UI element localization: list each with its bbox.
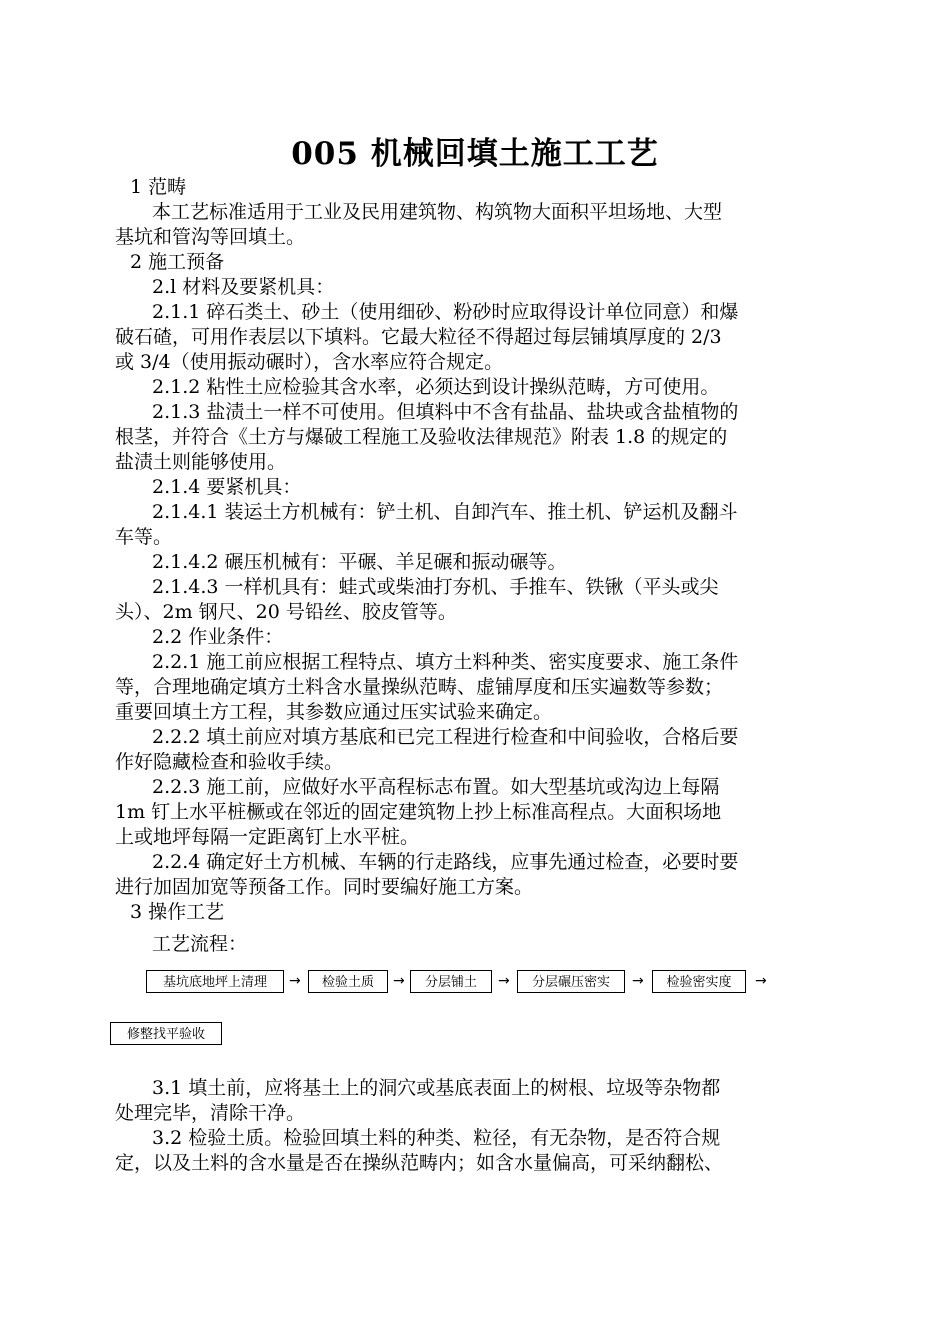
paragraph-line: 车等。: [115, 526, 173, 548]
paragraph-line: 作好隐藏检查和验收手续。: [115, 751, 344, 773]
flow-label: 工艺流程：: [152, 933, 248, 955]
arrow-right-icon: →: [289, 973, 301, 989]
paragraph-line: 头）、2m 钢尺、20 号铅丝、胶皮管等。: [115, 601, 457, 623]
paragraph-line: 本工艺标准适用于工业及民用建筑物、构筑物大面积平坦场地、大型: [152, 201, 723, 223]
paragraph-line: 2.2.1 施工前应根据工程特点、填方土料种类、密实度要求、施工条件: [152, 651, 739, 673]
paragraph-line: 进行加固加宽等预备工作。同时要编好施工方案。: [115, 876, 534, 898]
arrow-right-icon: →: [632, 973, 644, 989]
paragraph-line: 根茎，并符合《土方与爆破工程施工及验收法律规范》附表 1.8 的规定的: [115, 426, 728, 448]
paragraph-line: 3.2 检验土质。检验回填土料的种类、粒径，有无杂物，是否符合规: [152, 1127, 721, 1149]
document-title: 005 机械回填土施工工艺: [291, 136, 659, 172]
paragraph-line: 2.1.4.3 一样机具有：蛙式或柴油打夯机、手推车、铁锹（平头或尖: [152, 576, 719, 598]
flow-step: 修整找平验收: [110, 1022, 222, 1045]
flow-step: 基坑底地坪上清理: [146, 970, 284, 993]
paragraph-line: 2.1.4.2 碾压机械有：平碾、羊足碾和振动碾等。: [152, 551, 567, 573]
paragraph-line: 处理完毕，清除干净。: [115, 1102, 306, 1124]
subsection-heading: 2.2 作业条件：: [152, 626, 284, 648]
paragraph-line: 2.1.4.1 装运土方机械有：铲土机、自卸汽车、推土机、铲运机及翻斗: [152, 501, 738, 523]
paragraph-line: 2.1.3 盐渍土一样不可使用。但填料中不含有盐晶、盐块或含盐植物的: [152, 401, 739, 423]
flow-step: 检验密实度: [652, 970, 746, 993]
subsection-heading: 2.l 材料及要紧机具：: [152, 276, 335, 298]
paragraph-line: 2.1.2 粘性土应检验其含水率，必须达到设计操纵范畴，方可使用。: [152, 376, 720, 398]
paragraph-line: 破石碴，可用作表层以下填料。它最大粒径不得超过每层铺填厚度的 2/3: [115, 326, 722, 348]
flow-step: 分层铺土: [410, 970, 492, 993]
paragraph-line: 2.2.4 确定好土方机械、车辆的行走路线，应事先通过检查，必要时要: [152, 851, 739, 873]
paragraph-line: 盐渍土则能够使用。: [115, 451, 287, 473]
paragraph-line: 2.2.2 填土前应对填方基底和已完工程进行检查和中间验收，合格后要: [152, 726, 739, 748]
paragraph-line: 上或地坪每隔一定距离钉上水平桩。: [115, 826, 420, 848]
paragraph-line: 3.1 填土前，应将基土上的洞穴或基底表面上的树根、垃圾等杂物都: [152, 1077, 721, 1099]
section-heading: 1 范畴: [130, 176, 187, 198]
flow-step: 检验土质: [308, 970, 388, 993]
arrow-right-icon: →: [393, 973, 405, 989]
paragraph-line: 定，以及土料的含水量是否在操纵范畴内；如含水量偏高，可采纳翻松、: [115, 1152, 724, 1174]
arrow-right-icon: →: [755, 973, 767, 989]
arrow-right-icon: →: [498, 973, 510, 989]
subsection-heading: 2.1.4 要紧机具：: [152, 476, 302, 498]
paragraph-line: 或 3/4（使用振动碾时），含水率应符合规定。: [115, 351, 504, 373]
paragraph-line: 1m 钉上水平桩橛或在邻近的固定建筑物上抄上标准高程点。大面积场地: [115, 801, 722, 823]
section-heading: 3 操作工艺: [130, 901, 225, 923]
paragraph-line: 2.2.3 施工前，应做好水平高程标志布置。如大型基坑或沟边上每隔: [152, 776, 720, 798]
paragraph-line: 基坑和管沟等回填土。: [115, 226, 306, 248]
section-heading: 2 施工预备: [130, 251, 225, 273]
flow-step: 分层碾压密实: [517, 970, 625, 993]
paragraph-line: 重要回填土方工程，其参数应通过压实试验来确定。: [115, 701, 553, 723]
paragraph-line: 等，合理地确定填方土料含水量操纵范畴、虚铺厚度和压实遍数等参数；: [115, 676, 724, 698]
paragraph-line: 2.1.1 碎石类土、砂土（使用细砂、粉砂时应取得设计单位同意）和爆: [152, 301, 739, 323]
